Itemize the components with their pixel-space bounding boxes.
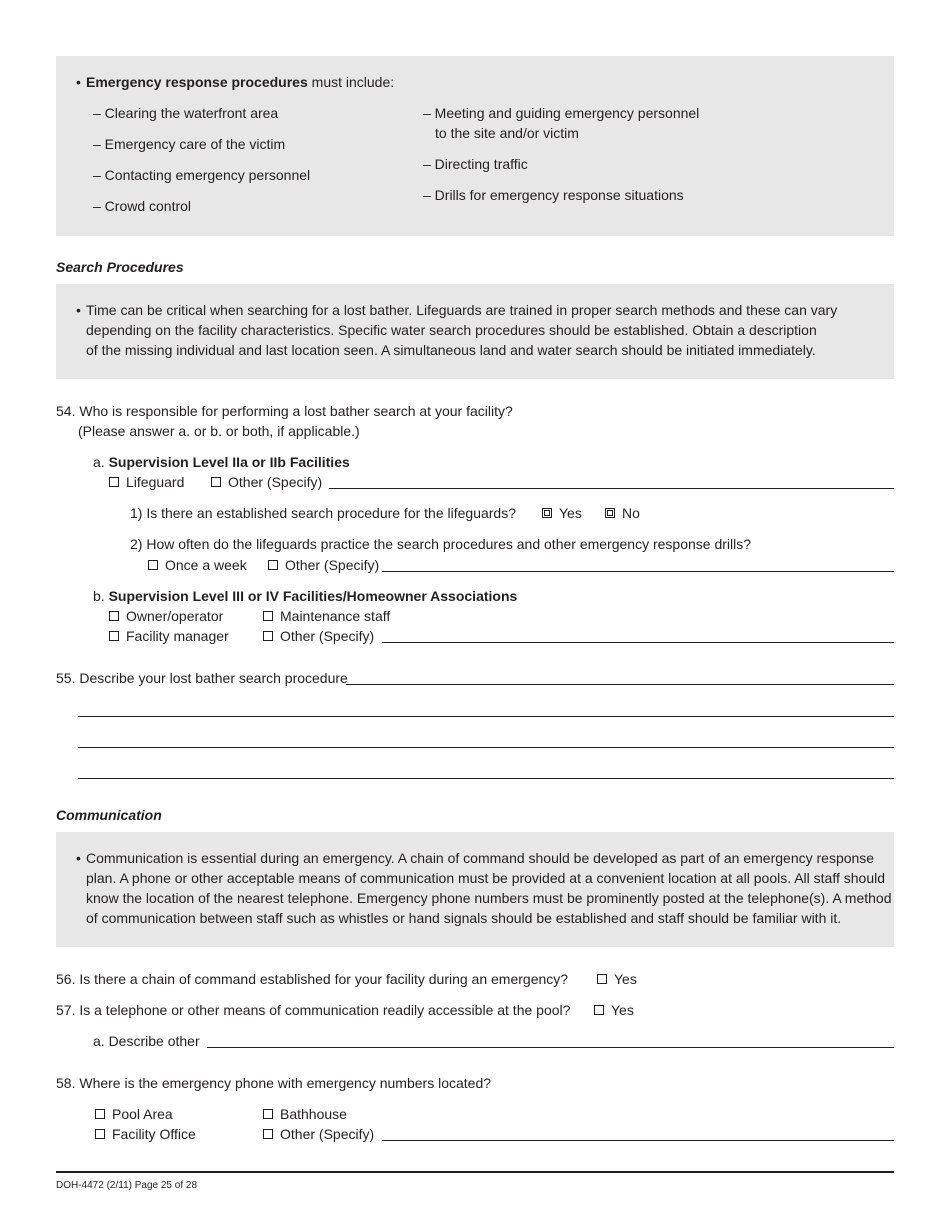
q58-specify-line[interactable] — [382, 1140, 894, 1141]
q56-yes-label: Yes — [614, 971, 637, 987]
communication-text-line: know the location of the nearest telephone. Emergency phone numbers must be prominently posted at the telephone(s). A method — [86, 890, 892, 906]
once-a-week-label: Once a week — [165, 557, 247, 573]
facility-office-label: Facility Office — [112, 1126, 196, 1142]
bullet: • — [76, 850, 81, 866]
facility-manager-checkbox[interactable] — [109, 631, 119, 641]
q57-yes-label: Yes — [611, 1002, 634, 1018]
facility-office-checkbox[interactable] — [95, 1129, 105, 1139]
question-57: 57. Is a telephone or other means of communication readily accessible at the pool? — [56, 1002, 571, 1018]
once-a-week-checkbox[interactable] — [148, 560, 158, 570]
owner-operator-label: Owner/operator — [126, 608, 224, 624]
maintenance-staff-label: Maintenance staff — [280, 608, 391, 624]
bathhouse-checkbox[interactable] — [263, 1109, 273, 1119]
footer-text: DOH-4472 (2/11) Page 25 of 28 — [56, 1180, 198, 1191]
b-other-checkbox[interactable] — [263, 631, 273, 641]
a-other-specify-line[interactable] — [329, 488, 894, 489]
q54-2-question: 2) How often do the lifeguards practice the search procedures and other emergency response drills? — [130, 536, 752, 552]
communication-heading: Communication — [56, 807, 162, 823]
b-other-specify-line[interactable] — [382, 642, 894, 643]
q55-answer-line[interactable] — [78, 778, 894, 779]
lifeguard-label: Lifeguard — [126, 474, 185, 490]
q54-1-yes-checkbox[interactable] — [542, 508, 552, 518]
q57a-label: a. Describe other — [93, 1033, 200, 1049]
question-58: 58. Where is the emergency phone with emergency numbers located? — [56, 1075, 492, 1091]
question-56: 56. Is there a chain of command established for your facility during an emergency? — [56, 971, 569, 987]
q54a-title: a. Supervision Level IIa or IIb Facilities — [93, 454, 350, 470]
pool-area-checkbox[interactable] — [95, 1109, 105, 1119]
q54-2-other-checkbox[interactable] — [268, 560, 278, 570]
owner-operator-checkbox[interactable] — [109, 611, 119, 621]
emergency-procedures-lead: Emergency response procedures must include: — [86, 74, 395, 90]
maintenance-staff-checkbox[interactable] — [263, 611, 273, 621]
q57-yes-checkbox[interactable] — [594, 1005, 604, 1015]
q54-1-no-checkbox[interactable] — [605, 508, 615, 518]
lifeguard-checkbox[interactable] — [109, 477, 119, 487]
question-54-note: (Please answer a. or b. or both, if applicable.) — [78, 423, 360, 439]
q54-1-yes-label: Yes — [559, 505, 582, 521]
q55-answer-line[interactable] — [346, 684, 894, 685]
communication-text-line: Communication is essential during an emergency. A chain of command should be developed as part of an emergency response — [86, 850, 875, 866]
list-item: – Crowd control — [93, 198, 192, 214]
bathhouse-label: Bathhouse — [280, 1106, 347, 1122]
q55-answer-line[interactable] — [78, 716, 894, 717]
q57a-describe-line[interactable] — [207, 1047, 894, 1048]
a-other-checkbox[interactable] — [211, 477, 221, 487]
q55-answer-line[interactable] — [78, 747, 894, 748]
search-text-line: Time can be critical when searching for a lost bather. Lifeguards are trained in proper search methods and these can vary — [86, 302, 838, 318]
footer-rule — [56, 1171, 894, 1173]
q58-other-label: Other (Specify) — [280, 1126, 375, 1142]
list-item: – Emergency care of the victim — [93, 136, 286, 152]
bullet: • — [76, 302, 81, 318]
facility-manager-label: Facility manager — [126, 628, 229, 644]
communication-text-line: of communication between staff such as whistles or hand signals should be established and staff should be familiar with it. — [86, 910, 842, 926]
pool-area-label: Pool Area — [112, 1106, 173, 1122]
q54-2-specify-line[interactable] — [382, 571, 894, 572]
search-text-line: depending on the facility characteristics. Specific water search procedures should be established. Obtain a description — [86, 322, 817, 338]
list-item: – Contacting emergency personnel — [93, 167, 311, 183]
list-item-continuation: to the site and/or victim — [435, 125, 579, 141]
list-item: – Clearing the waterfront area — [93, 105, 279, 121]
q58-other-checkbox[interactable] — [263, 1129, 273, 1139]
question-54: 54. Who is responsible for performing a lost bather search at your facility? — [56, 403, 513, 419]
b-other-label: Other (Specify) — [280, 628, 375, 644]
q54-1-no-label: No — [622, 505, 640, 521]
list-item: – Drills for emergency response situations — [423, 187, 684, 203]
a-other-label: Other (Specify) — [228, 474, 323, 490]
list-item: – Directing traffic — [423, 156, 528, 172]
communication-text-line: plan. A phone or other acceptable means of communication must be provided at a convenient location at all pools. All staff should — [86, 870, 886, 886]
list-item: – Meeting and guiding emergency personnel — [423, 105, 700, 121]
search-procedures-heading: Search Procedures — [56, 259, 184, 275]
q54-2-other-label: Other (Specify) — [285, 557, 380, 573]
q56-yes-checkbox[interactable] — [597, 974, 607, 984]
search-text-line: of the missing individual and last location seen. A simultaneous land and water search should be initiated immediately. — [86, 342, 816, 358]
q54-1-question: 1) Is there an established search procedure for the lifeguards? — [130, 505, 517, 521]
bullet: • — [76, 74, 81, 90]
question-55: 55. Describe your lost bather search procedure — [56, 670, 348, 686]
q54b-title: b. Supervision Level III or IV Facilities/Homeowner Associations — [93, 588, 518, 604]
